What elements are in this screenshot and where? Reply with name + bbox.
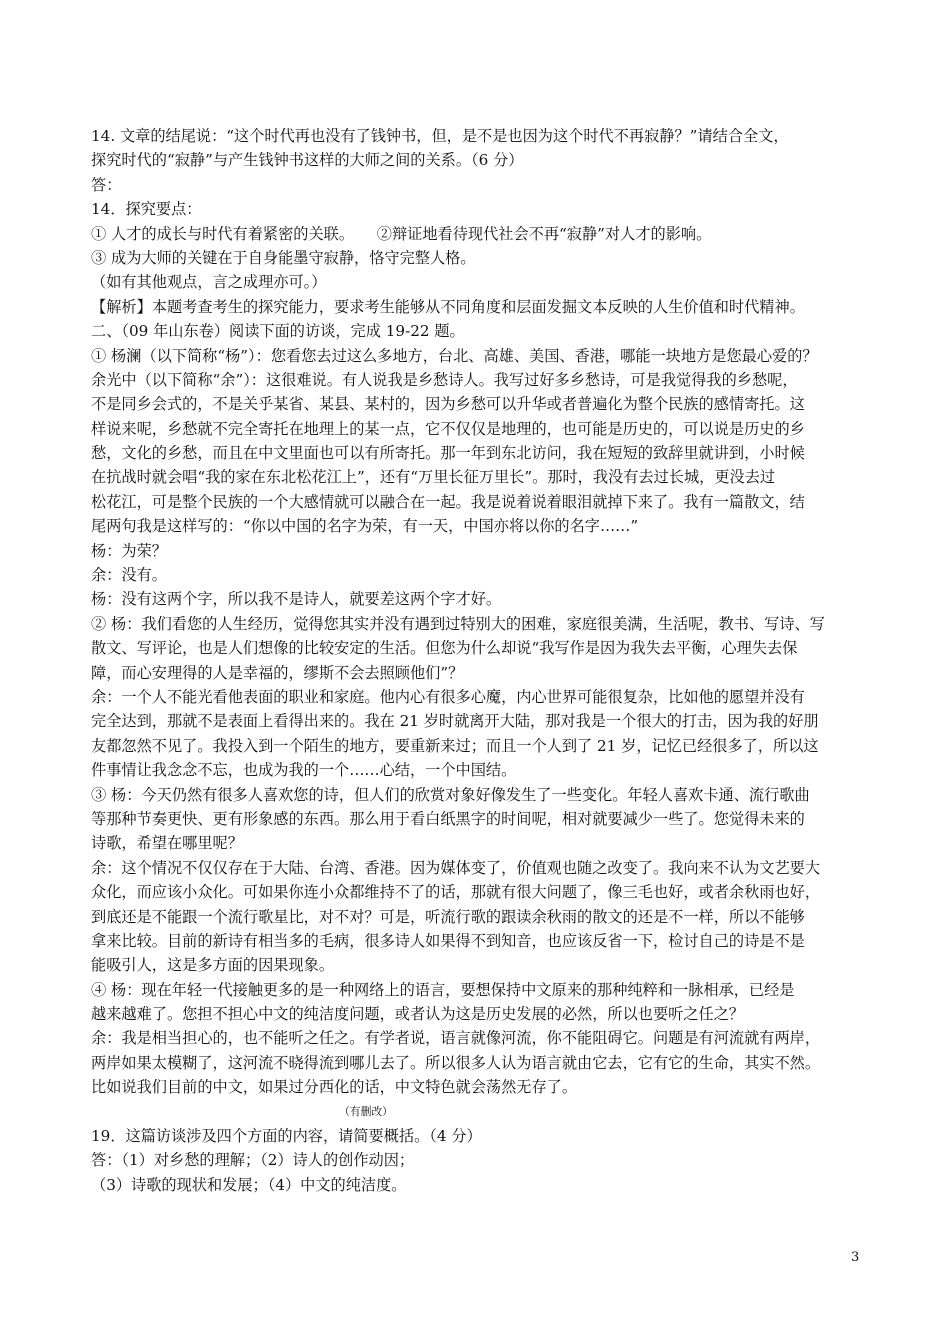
- interview-paragraph: 散文、写评论，也是人们想像的比较安定的生活。但您为什么却说“我写作是因为我失去平衡，心理失去保: [91, 639, 798, 658]
- interview-paragraph: 杨：没有这两个字，所以我不是诗人，就要差这两个字才好。: [91, 590, 502, 609]
- interview-paragraph: ① 杨澜（以下简称“杨”）：您看您去过这么多地方，台北、高雄、美国、香港，哪能一块地方是您最心爱的？: [91, 346, 818, 365]
- interview-paragraph: 余：这个情况不仅仅存在于大陆、台湾、香港。因为媒体变了，价值观也随之改变了。我向来不认为文艺要大: [91, 858, 820, 877]
- interview-paragraph: 松花江，可是整个民族的一个大感情就可以融合在一起。我是说着说着眼泪就掉下来了。我有一篇散文，结: [91, 492, 805, 511]
- section-2-heading: 二、（09 年山东卷）阅读下面的访谈，完成 19-22 题。: [91, 322, 465, 341]
- interview-paragraph: 能吸引人，这是多方面的因果现象。: [91, 956, 334, 975]
- interview-paragraph: 完全达到，那就不是表面上看得出来的。我在 21 岁时就离开大陆，那对我是一个很大的打击，因为我的好朋: [91, 712, 819, 731]
- interview-paragraph: 杨：为荣？: [91, 541, 167, 560]
- interview-paragraph: 比如说我们目前的中文，如果过分西化的话，中文特色就会荡然无存了。: [91, 1078, 577, 1097]
- interview-paragraph: 愁，文化的乡愁，而且在中文里面也可以有所寄托。那一年到东北访问，我在短短的致辞里就讲到，小时候: [91, 444, 805, 463]
- interview-paragraph: 尾两句我是这样写的：“你以中国的名字为荣，有一天，中国亦将以你的名字……”: [91, 517, 639, 536]
- interview-paragraph: 友都忽然不见了。我投入到一个陌生的地方，要重新来过；而且一个人到了 21 岁，记忆已经很多了，所以这: [91, 736, 819, 755]
- question-14-prompt-cont: 探究时代的“寂静”与产生钱钟书这样的大师之间的关系。（6 分）: [91, 151, 524, 170]
- question-19-prompt: 19．这篇访谈涉及四个方面的内容，请简要概括。（4 分）: [91, 1127, 482, 1146]
- answer-19-part-1: 答：（1）对乡愁的理解；（2）诗人的创作动因；: [91, 1151, 415, 1170]
- interview-paragraph: 障，而心安理得的人是幸福的，缪斯不会去照顾他们”？: [91, 663, 464, 682]
- interview-paragraph: 样说来呢，乡愁就不完全寄托在地理上的某一点，它不仅仅是地理的，也可能是历史的，可以说是历史的乡: [91, 419, 805, 438]
- interview-paragraph: 到底还是不能跟一个流行歌星比，对不对？可是，听流行歌的跟读余秋雨的散文的还是不一样，所以不能够: [91, 907, 805, 926]
- interview-paragraph: ④ 杨：现在年轻一代接触更多的是一种网络上的语言，要想保持中文原来的那种纯粹和一脉相承，已经是: [91, 980, 795, 999]
- answer-14-point-1-2: ① 人才的成长与时代有着紧密的关联。 ②辩证地看待现代社会不再“寂静”对人才的影响。: [91, 224, 712, 243]
- document-body: [91, 124, 871, 1197]
- answer-14-note: （如有其他观点，言之成理亦可。）: [91, 273, 327, 292]
- interview-paragraph: 余：没有。: [91, 566, 167, 585]
- answer-19-part-2: （3）诗歌的现状和发展；（4）中文的纯洁度。: [91, 1175, 407, 1194]
- interview-paragraph: 众化，而应该小众化。可如果你连小众都维持不了的话，那就有很大问题了，像三毛也好，或者余秋雨也好，: [91, 883, 820, 902]
- edited-note: （有删改）: [339, 1104, 393, 1118]
- interview-paragraph: 等那种节奏更快、更有形象感的东西。那么用于看白纸黑字的时间呢，相对就要减少一些了。您觉得未来的: [91, 809, 805, 828]
- interview-paragraph: 诗歌，希望在哪里呢？: [91, 834, 243, 853]
- question-14-prompt: 14. 文章的结尾说：“这个时代再也没有了钱钟书，但，是不是也因为这个时代不再寂静？”请结合全文，: [91, 127, 789, 145]
- answer-label: 答：: [91, 175, 122, 194]
- analysis-paragraph: 【解析】本题考查考生的探究能力，要求考生能够从不同角度和层面发掘文本反映的人生价值和时代精神。: [91, 297, 805, 316]
- interview-paragraph: ③ 杨：今天仍然有很多人喜欢您的诗，但人们的欣赏对象好像发生了一些变化。年轻人喜欢卡通、流行歌曲: [91, 785, 810, 804]
- interview-paragraph: 在抗战时就会唱“我的家在东北松花江上”，还有“万里长征万里长”。那时，我没有去过长城，更没去过: [91, 468, 776, 487]
- page-number: 3: [851, 1250, 860, 1265]
- interview-paragraph: 两岸如果太模糊了，这河流不晓得流到哪儿去了。所以很多人认为语言就由它去，它有它的生命，其实不然。: [91, 1053, 820, 1072]
- interview-paragraph: 不是同乡会式的，不是关乎某省、某县、某村的，因为乡愁可以升华或者普遍化为整个民族的感情寄托。这: [91, 395, 805, 414]
- interview-paragraph: 件事情让我念念不忘，也成为我的一个……心结，一个中国结。: [91, 761, 517, 780]
- interview-paragraph: 余：我是相当担心的，也不能听之任之。有学者说，语言就像河流，你不能阻碍它。问题是有河流就有两岸，: [91, 1029, 820, 1048]
- interview-paragraph: 越来越难了。您担不担心中文的纯洁度问题，或者认为这是历史发展的必然，所以也要听之任之？: [91, 1005, 745, 1024]
- interview-paragraph: ② 杨：我们看您的人生经历，觉得您其实并没有遇到过特别大的困难，家庭很美满，生活呢，教书、写诗、写: [91, 614, 825, 633]
- interview-paragraph: 余光中（以下简称“余”）：这很难说。有人说我是乡愁诗人。我写过好多乡愁诗，可是我觉得我的乡愁呢，: [91, 370, 798, 389]
- answer-14-point-3: ③ 成为大师的关键在于自身能墨守寂静，恪守完整人格。: [91, 248, 476, 267]
- interview-paragraph: 余：一个人不能光看他表面的职业和家庭。他内心有很多心魔，内心世界可能很复杂，比如他的愿望并没有: [91, 687, 805, 706]
- answer-14-heading: 14．探究要点：: [91, 200, 202, 219]
- interview-paragraph: 拿来比较。目前的新诗有相当多的毛病，很多诗人如果得不到知音，也应该反省一下，检讨自己的诗是不是: [91, 931, 805, 950]
